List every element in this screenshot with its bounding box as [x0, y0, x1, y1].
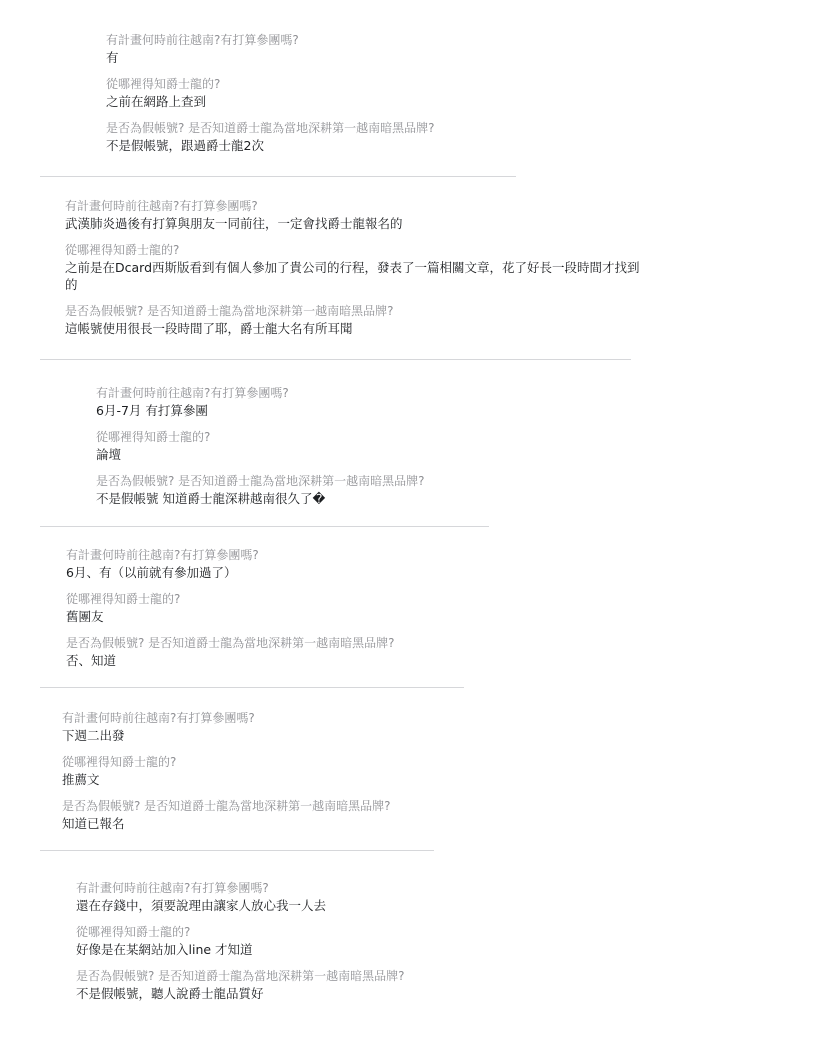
answer-trip-plan: 6月、有（以前就有參加過了）	[66, 565, 237, 580]
question-source: 從哪裡得知爵士龍的?	[96, 430, 211, 444]
answer-trip-plan: 6月-7月 有打算參團	[96, 403, 208, 418]
question-source: 從哪裡得知爵士龍的?	[106, 77, 221, 91]
answer-source: 論壇	[96, 447, 122, 462]
answer-trip-plan: 武漢肺炎過後有打算與朋友一同前往，一定會找爵士龍報名的	[65, 216, 403, 231]
divider	[40, 176, 516, 177]
question-source: 從哪裡得知爵士龍的?	[62, 755, 177, 769]
question-trip-plan: 有計畫何時前往越南?有打算參團嗎?	[96, 386, 289, 400]
divider	[40, 526, 489, 527]
answer-source: 之前是在Dcard西斯版看到有個人參加了貴公司的行程，發表了一篇相關文章，花了好長一段時間才找到的	[65, 260, 640, 292]
answer-account-check: 不是假帳號 知道爵士龍深耕越南很久了�	[96, 491, 326, 506]
question-source: 從哪裡得知爵士龍的?	[66, 592, 181, 606]
question-trip-plan: 有計畫何時前往越南?有打算參團嗎?	[65, 199, 258, 213]
question-account-check: 是否為假帳號? 是否知道爵士龍為當地深耕第一越南暗黑品牌?	[66, 636, 395, 650]
response-card	[106, 32, 435, 154]
question-source: 從哪裡得知爵士龍的?	[65, 243, 180, 257]
answer-trip-plan: 有	[106, 50, 119, 65]
answer-trip-plan: 還在存錢中，須要說理由讓家人放心我一人去	[76, 898, 327, 913]
divider	[40, 850, 434, 851]
divider	[40, 687, 464, 688]
question-source: 從哪裡得知爵士龍的?	[76, 925, 191, 939]
answer-account-check: 知道已報名	[62, 816, 125, 831]
divider	[40, 359, 631, 360]
answer-account-check: 不是假帳號，聽人說爵士龍品質好	[76, 986, 264, 1001]
question-trip-plan: 有計畫何時前往越南?有打算參團嗎?	[106, 33, 299, 47]
answer-account-check: 不是假帳號，跟過爵士龍2次	[106, 138, 264, 153]
answer-account-check: 否、知道	[66, 653, 117, 668]
response-card	[76, 880, 405, 1002]
response-card	[62, 710, 391, 832]
question-account-check: 是否為假帳號? 是否知道爵士龍為當地深耕第一越南暗黑品牌?	[96, 474, 425, 488]
answer-account-check: 這帳號使用很長一段時間了耶，爵士龍大名有所耳聞	[65, 321, 353, 336]
question-account-check: 是否為假帳號? 是否知道爵士龍為當地深耕第一越南暗黑品牌?	[76, 969, 405, 983]
response-card	[65, 198, 645, 337]
response-card	[66, 547, 395, 669]
question-account-check: 是否為假帳號? 是否知道爵士龍為當地深耕第一越南暗黑品牌?	[65, 304, 394, 318]
question-account-check: 是否為假帳號? 是否知道爵士龍為當地深耕第一越南暗黑品牌?	[106, 121, 435, 135]
answer-source: 之前在網路上查到	[106, 94, 207, 109]
answer-source: 推薦文	[62, 772, 100, 787]
question-trip-plan: 有計畫何時前往越南?有打算參團嗎?	[66, 548, 259, 562]
answer-trip-plan: 下週二出發	[62, 728, 125, 743]
answer-source: 舊團友	[66, 609, 104, 624]
response-card	[96, 385, 425, 507]
question-trip-plan: 有計畫何時前往越南?有打算參團嗎?	[62, 711, 255, 725]
question-trip-plan: 有計畫何時前往越南?有打算參團嗎?	[76, 881, 269, 895]
question-account-check: 是否為假帳號? 是否知道爵士龍為當地深耕第一越南暗黑品牌?	[62, 799, 391, 813]
answer-source: 好像是在某網站加入line 才知道	[76, 942, 253, 957]
